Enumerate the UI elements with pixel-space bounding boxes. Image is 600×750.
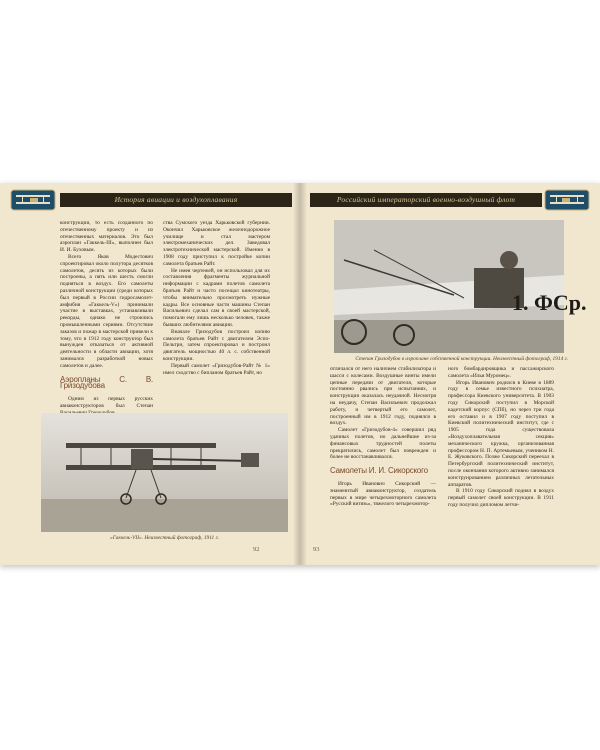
- left-running-header: История авиации и воздухоплавания: [60, 193, 292, 207]
- paragraph: Одним из первых русских авиаконструкторов был Степан: [60, 396, 153, 409]
- page-number-right: 93: [313, 546, 320, 553]
- left-page-column-2: [163, 220, 270, 376]
- paragraph: Игорь Иванович родился в Киеве в 1889 году в семье известного психиатра, профессора Киевского университета. В 1903 году Сикорский поступил в Морской кадетский корпус (СПб), но через три года его оставил и в 1907 году поступил в Киевский политехнический институт, где с 1905 года существовала «Воздухоплавательная секция» механического кружка, организованная профессором Н. П. Артемьевым, учеником Н. Е. Жуковского. Позже Сикорский переехал в Петербургский политехнический институт, после окончания которого активно занимался конструированием различных летательных аппаратов.: [448, 379, 554, 488]
- right-page-column-2: [448, 366, 554, 509]
- paragraph: ного бомбардировщика и пассажирского самолета «Илья Муромец».: [448, 366, 554, 379]
- paragraph: В 1910 году Сикорский поднял в воздух первый самолет своей конструкции. В 1911 году получил дипломом летчи-: [448, 488, 554, 508]
- right-page-column-1: [330, 366, 436, 508]
- paragraph: Не имея чертежей, он использовал для их составления фрагменты журнальной информации с кадрами полетов самолета братьев Райт и часто посещал кинотеатры, чтобы внимательно просмотреть нужные кадры. Все основные части машины Степан Васильевич сделал сам в своей мастерской, помогали ему лишь несколько человек, также бывших любителями авиации.: [163, 267, 270, 328]
- left-page-column-1: [60, 220, 153, 437]
- section-heading-sikorsky: Самолеты И. И. Сикорского: [330, 466, 428, 476]
- right-running-header: Российский императорский военно-воздушный флот: [310, 193, 542, 207]
- right-photo-caption: Степан Гризодубов в аэроплане собственной конструкции. Неизвестный фотограф, 1914 г.: [355, 356, 568, 362]
- book-spread: [0, 183, 600, 565]
- paragraph: отличался от него наличием стабилизатора и шасси с колесами. Воздушные винты имели цепные передачи от двигателя, которые постоянно рвались при испытаниях, и конструкция оказалась неудачной. Несмотря на неудачу, Степан Васильевич продолжал работу, и четвертый его самолет, построенный им в 1912 году, поднялся в воздух.: [330, 366, 436, 427]
- left-photo-caption: «Гаккель-VII». Неизвестный фотограф, 1911 г.: [110, 535, 219, 541]
- paragraph: Всего Яков Модестович спроектировал около полутора десятков самолетов, десять из которых были построены, а пять или шесть смогли подняться в воздух. Его самолеты различной конструкции (среди которых был первый в России гидросамолет-амфибия «Гаккель-V») принимали участие в выставках, устанавливали рекорды, однако не строились промышленными сериями. Отсутствие заказов и пожар в мастерской привели к тому, что в 1912 году конструктор был вынужден отказаться от активной деятельности в области авиации, хотя занимался разработкой новых самолетов и далее.: [60, 253, 153, 369]
- page-number-left: 92: [253, 546, 260, 553]
- plane-marking-text: 1. ФСр.: [512, 290, 587, 315]
- paragraph: Вначале Гризодубов построил копию самолета братьев Райт с двигателем Эспо-Пельтри, затем спроектировал и построил двигатель мощностью 40 л. с. собственной конструкции.: [163, 328, 270, 362]
- biplane-emblem-icon: [10, 189, 56, 211]
- photo-gakkel-vii: [41, 413, 288, 532]
- photo-grizodubov-aeroplane: [334, 220, 587, 353]
- aeroplane-photo-illustration: [334, 220, 587, 353]
- paragraph: Игорь Иванович Сикорский — знаменитый авиаконструктор, создатель первых в мире четырехмоторного самолета «Русский витязь», тяжелого четырехмотор-: [330, 480, 436, 508]
- biplane-photo-illustration: [41, 413, 288, 532]
- section-heading-grizodubov: Аэропланы С. В. Гризодубова: [60, 374, 153, 391]
- book-gutter: [293, 183, 307, 565]
- biplane-emblem-icon: [544, 189, 590, 211]
- paragraph: конструкции, то есть созданного по отечественному проекту и из отечественных материалов. Это был аэроплан «Гаккель-III», выполнен был И. И. Буховым.: [60, 220, 153, 254]
- paragraph: Самолет «Гризодубов-4» совершил ряд удачных полетов, но дальнейшие из-за финансовых трудностей полеты прекратились, самолет был поврежден и более не восстанавливался.: [330, 427, 436, 461]
- paragraph: ства Сумского уезда Харьковской губернии. Окончил Харьковское железнодорожное училище и стал мастером электромеханических дел. Заведовал электротехнической мастерской. Именно в 1908 году приступил к постройке копии самолета братьев Райт.: [163, 220, 270, 267]
- paragraph: Первый самолет «Гризодубов-Райт № 1» имел сходство с бипланом братьев Райт, но: [163, 362, 270, 376]
